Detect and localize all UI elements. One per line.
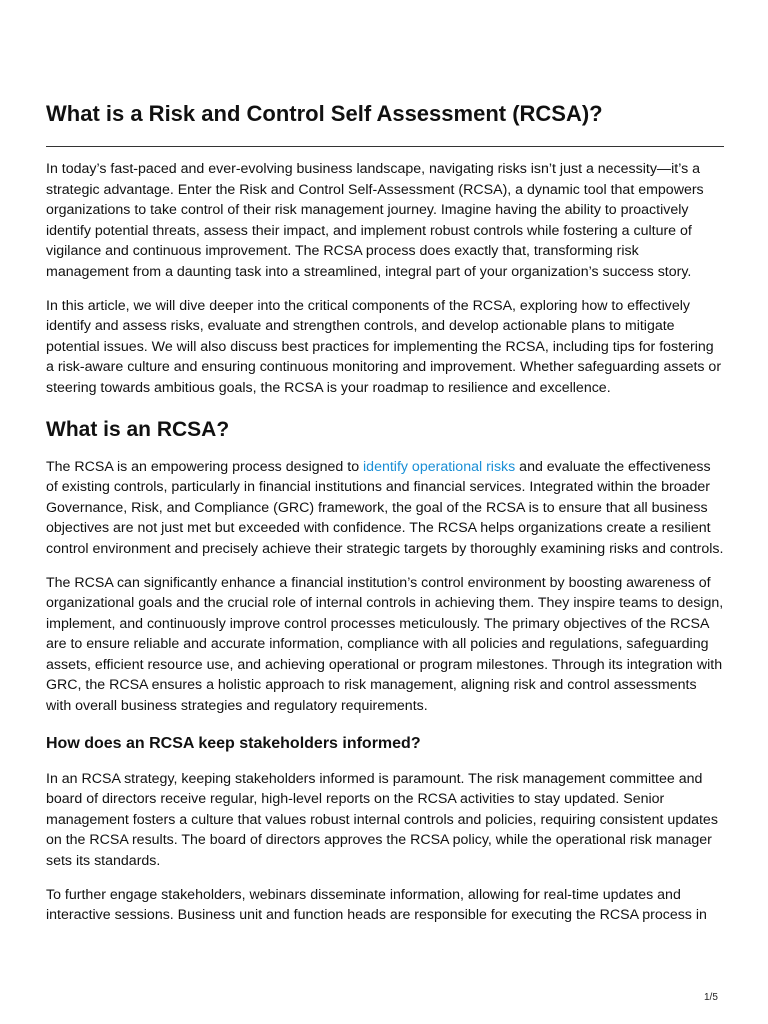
stakeholders-paragraph-1: In an RCSA strategy, keeping stakeholders informed is paramount. The risk management committee and board of directors receive regular, high-level reports on the RCSA activities to stay updated. Senior management fosters a culture that values robust internal controls and policies, requiring consistent updates on the RCSA results. The board of directors approves the RCSA policy, while the operational risk manager sets its standards.: [46, 770, 718, 870]
stakeholders-paragraph-2: To further engage stakeholders, webinars disseminate information, allowing for real-time updates and interactive sessions. Business unit and function heads are responsible for executing the RCSA process in: [46, 886, 707, 924]
intro-paragraph-1: In today’s fast-paced and ever-evolving business landscape, navigating risks isn’t just a necessity—it’s a strategic advantage. Enter the Risk and Control Self-Assessment (RCSA), a dynamic tool that empowers organizations to take control of their risk management journey. Imagine having the ability to proactively identify potential threats, assess their impact, and implement robust controls while fostering a culture of vigilance and continuous improvement. The RCSA process does exactly that, transforming risk management from a daunting task into a streamlined, integral part of your organization’s success story.: [46, 161, 704, 280]
subheading-stakeholders-informed: How does an RCSA keep stakeholders informed?: [46, 734, 421, 752]
rcsa-objectives-paragraph: The RCSA can significantly enhance a financial institution’s control environment by boosting awareness of organizational goals and the crucial role of internal controls in achieving them. They inspire teams to design, implement, and continuously improve control processes meticulously. The primary objectives of the RCSA are to ensure reliable and accurate information, compliance with all policies and regulations, safeguarding assets, efficient resource use, and achieving operational or program milestones. Through its integration with GRC, the RCSA ensures a holistic approach to risk management, aligning risk and control assessments with overall business strategies and regulatory requirements.: [46, 574, 724, 715]
page-number: 1/5: [704, 992, 718, 1003]
identify-operational-risks-link[interactable]: identify operational risks: [363, 458, 516, 475]
article-body: [46, 159, 724, 939]
paragraph-text-after-link: and evaluate the effectiveness of existing controls, particularly in financial institutions and financial services. Integrated within the broader Governance, Risk, and Compliance (GRC) framework, the goal of the RCSA is to ensure that all business objectives are not just met but exceeded with confidence. The RCSA helps organizations create a resilient control environment and precisely achieve their strategic targets by thoroughly examining risks and controls.: [46, 458, 724, 557]
paragraph-text-before-link: The RCSA is an empowering process designed to: [46, 458, 364, 475]
title-divider: [46, 146, 724, 147]
page-title: What is a Risk and Control Self Assessment (RCSA)?: [46, 101, 603, 126]
section-heading-what-is-rcsa: What is an RCSA?: [46, 417, 230, 441]
intro-paragraph-2: In this article, we will dive deeper into the critical components of the RCSA, exploring how to effectively identify and assess risks, evaluate and strengthen controls, and develop actionable plans to mitigate potential issues. We will also discuss best practices for implementing the RCSA, including tips for fostering a risk-aware culture and ensuring continuous monitoring and improvement. Whether safeguarding assets or steering towards ambitious goals, the RCSA is your roadmap to resilience and excellence.: [46, 297, 722, 396]
rcsa-definition-paragraph: [46, 457, 724, 560]
